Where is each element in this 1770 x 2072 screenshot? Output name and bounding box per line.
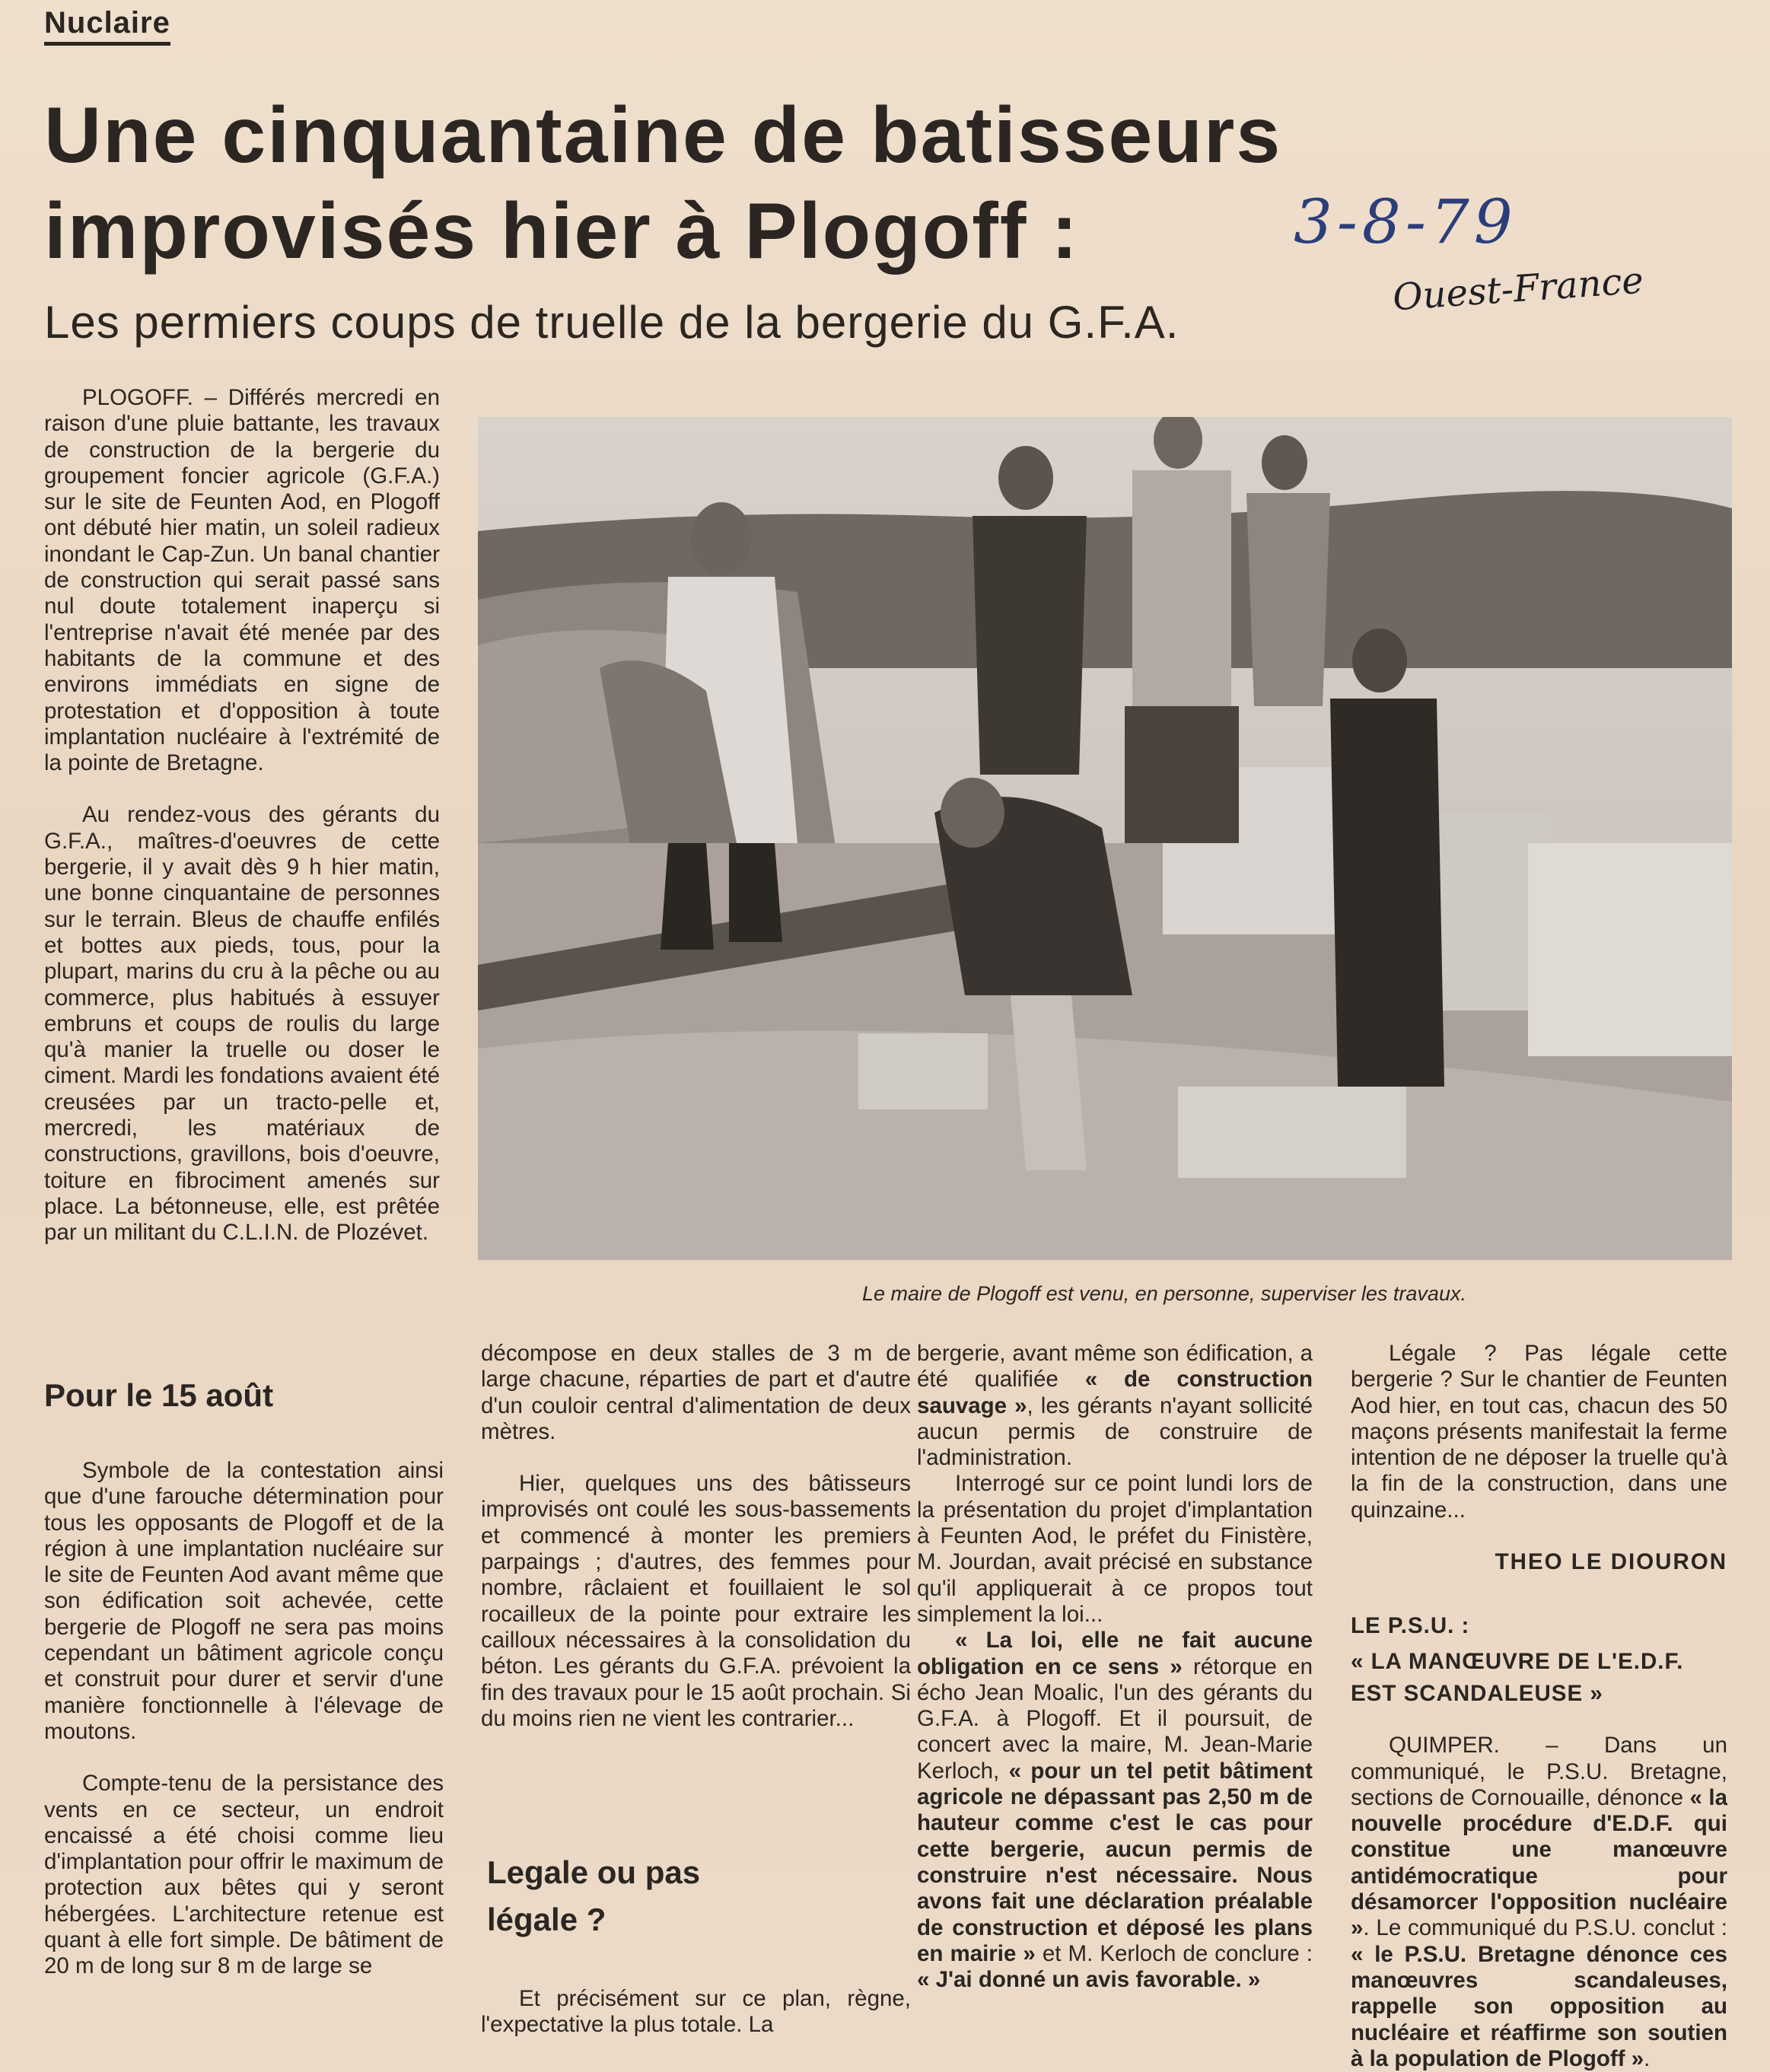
quote: « le P.S.U. Bretagne dénonce ces manœuvres scandaleuses, rappelle son opposition au nucléaire et réaffirme son soutien à la population de Plogoff » <box>1351 1941 1727 2071</box>
paragraph <box>917 1628 1313 1993</box>
paragraph: Symbole de la contestation ainsi que d'une farouche détermination pour tous les opposants de Plogoff et de la région à une implantation nucléaire sur le site de Feunten Aod avant même que son édification soit achevée, cette bergerie de Plogoff ne sera pas moins cependant un bâtiment agricole conçu et construit pour durer et servir d'une manière fonctionnelle à l'élevage de moutons. <box>44 1458 444 1744</box>
paragraph: Compte-tenu de la persistance des vents en ce secteur, un endroit encaissé a été choisi comme lieu d'implantation pour offrir le maximum de protection aux bêtes qui y seront hébergées. L'architecture retenue est quant à elle fort simple. De bâtiment de 20 m de long sur 8 m de large se <box>44 1771 444 1979</box>
paragraph: PLOGOFF. – Différés mercredi en raison d'une pluie battante, les travaux de construction de la bergerie du groupement foncier agricole (G.F.A.) sur le site de Feunten Aod, en Plogoff ont débuté hier matin, un soleil radieux inondant le Cap-Zun. Un banal chantier de construction qui serait passé sans nul doute totalement inaperçu si l'entreprise n'avait été menée par des habitants de la commune et des environs immédiats en signe de protestation et d'opposition à toute implantation nucléaire à l'extrémité de la pointe de Bretagne. <box>44 385 440 776</box>
construction-site-photo <box>478 417 1732 1260</box>
psu-title: LE P.S.U. : <box>1351 1613 1470 1639</box>
text: et M. Kerloch de conclure : <box>1035 1940 1313 1966</box>
text: bergerie, avant même son édification, a été qualifiée <box>917 1341 1313 1392</box>
quote: « La loi, elle ne fait aucune obligation en ce sens » <box>917 1628 1313 1679</box>
quote: « la nouvelle procédure d'E.D.F. qui constitue une manœuvre antidémocratique pour désamorcer l'opposition nucléaire » <box>1351 1784 1727 1941</box>
paragraph: Interrogé sur ce point lundi lors de la présentation du projet d'implantation à Feunten Aod, le préfet du Finistère, M. Jourdan, avait précisé en substance qu'il appliquerait à ce propos tout simplement la loi... <box>917 1471 1313 1627</box>
headline-line-2: improvisés hier à Plogoff : <box>44 187 1080 275</box>
news-photo <box>478 417 1732 1260</box>
column-1-bottom <box>44 1458 444 1980</box>
paragraph <box>917 1341 1313 1471</box>
text: rétorque en écho Jean Moalic, l'un des gérants du G.F.A. à Plogoff. Et il poursuit, de concert avec la maire, M. Jean-Marie Kerloch, <box>917 1653 1313 1784</box>
text: , les gérants n'ayant sollicité aucun permis de construire de l'administration. <box>917 1392 1313 1471</box>
subheading-pour-le-15-aout: Pour le 15 août <box>44 1377 274 1413</box>
column-2 <box>481 1341 911 1732</box>
photo-caption: Le maire de Plogoff est venu, en personne, superviser les travaux. <box>862 1282 1466 1305</box>
article-headline <box>44 88 1414 279</box>
quote: « de construction sauvage » <box>917 1367 1313 1418</box>
paragraph: Légale ? Pas légale cette bergerie ? Sur le chantier de Feunten Aod hier, en tout cas, chacun des 50 maçons présents manifestait la ferme intention de ne déposer la truelle qu'à la fin de la construction, dans une quinzaine... <box>1351 1341 1727 1523</box>
column-1-top <box>44 385 440 1246</box>
quote: « pour un tel petit bâtiment agricole ne dépassant pas 2,50 m de hauteur comme c'est le cas pour cette bergerie, aucun permis de construire n'est nécessaire. Nous avons fait une déclaration préalable de construction et déposé les plans en mairie » <box>917 1758 1313 1966</box>
text: QUIMPER. – Dans un communiqué, le P.S.U. Bretagne, sections de Cornouaille, dénonce <box>1351 1733 1727 1810</box>
column-3 <box>917 1341 1313 1993</box>
paragraph: Hier, quelques uns des bâtisseurs improvisés ont coulé les sous-bassements et commencé à monter les premiers parpaings ; d'autres, des femmes pour nombre, râclaient et fouillaient le sol rocailleux de la pointe pour extraire les cailloux nécessaires à la consolidation du béton. Les gérants du G.F.A. prévoient la fin des travaux pour le 15 août prochain. Si du moins rien ne vient les contrarier... <box>481 1471 911 1731</box>
paragraph <box>1351 1733 1727 2072</box>
handwritten-date: 3-8-79 <box>1294 186 1517 257</box>
text: . <box>1644 2045 1651 2071</box>
section-rubric: Nuclaire <box>44 6 170 46</box>
column-4 <box>1351 1341 1727 2072</box>
byline: THEO LE DIOURON <box>1495 1549 1727 1575</box>
psu-subtitle-1: « LA MANŒUVRE DE L'E.D.F. <box>1351 1648 1684 1674</box>
quote: « J'ai donné un avis favorable. » <box>917 1967 1261 1993</box>
paragraph: Au rendez-vous des gérants du G.F.A., maîtres-d'oeuvres de cette bergerie, il y avait dès 9 h hier matin, une bonne cinquantaine de personnes sur le terrain. Bleus de chauffe enfilés et bottes aux pieds, tous, pour la plupart, marins du cru à la pêche ou au commerce, plus habitués à essuyer embruns et coups de roulis du large qu'à manier la truelle ou doser le ciment. Mardi les fondations avaient été creusées par un tracto-pelle et, mercredi, les matériaux de constructions, gravillons, bois d'oeuvre, toiture en fibrociment amenés sur place. La bétonneuse, elle, est prêtée par un militant du C.L.I.N. de Plozévet. <box>44 802 440 1246</box>
headline-line-1: Une cinquantaine de batisseurs <box>44 91 1282 180</box>
article-subheadline: Les permiers coups de truelle de la bergerie du G.F.A. <box>44 297 1179 348</box>
text: . Le communiqué du P.S.U. conclut : <box>1363 1915 1727 1941</box>
subheading-legale-ou-pas-legale: Legale ou pas légale ? <box>487 1854 701 1937</box>
paragraph: Et précisément sur ce plan, règne, l'expectative la plus totale. La <box>481 1986 911 2038</box>
column-2-end <box>481 1986 911 2039</box>
handwritten-source: Ouest-France <box>1391 259 1645 320</box>
psu-subtitle-2: EST SCANDALEUSE » <box>1351 1680 1603 1706</box>
paragraph: décompose en deux stalles de 3 m de large chacune, réparties de part et d'autre d'un couloir central d'alimentation de deux mètres. <box>481 1341 911 1444</box>
